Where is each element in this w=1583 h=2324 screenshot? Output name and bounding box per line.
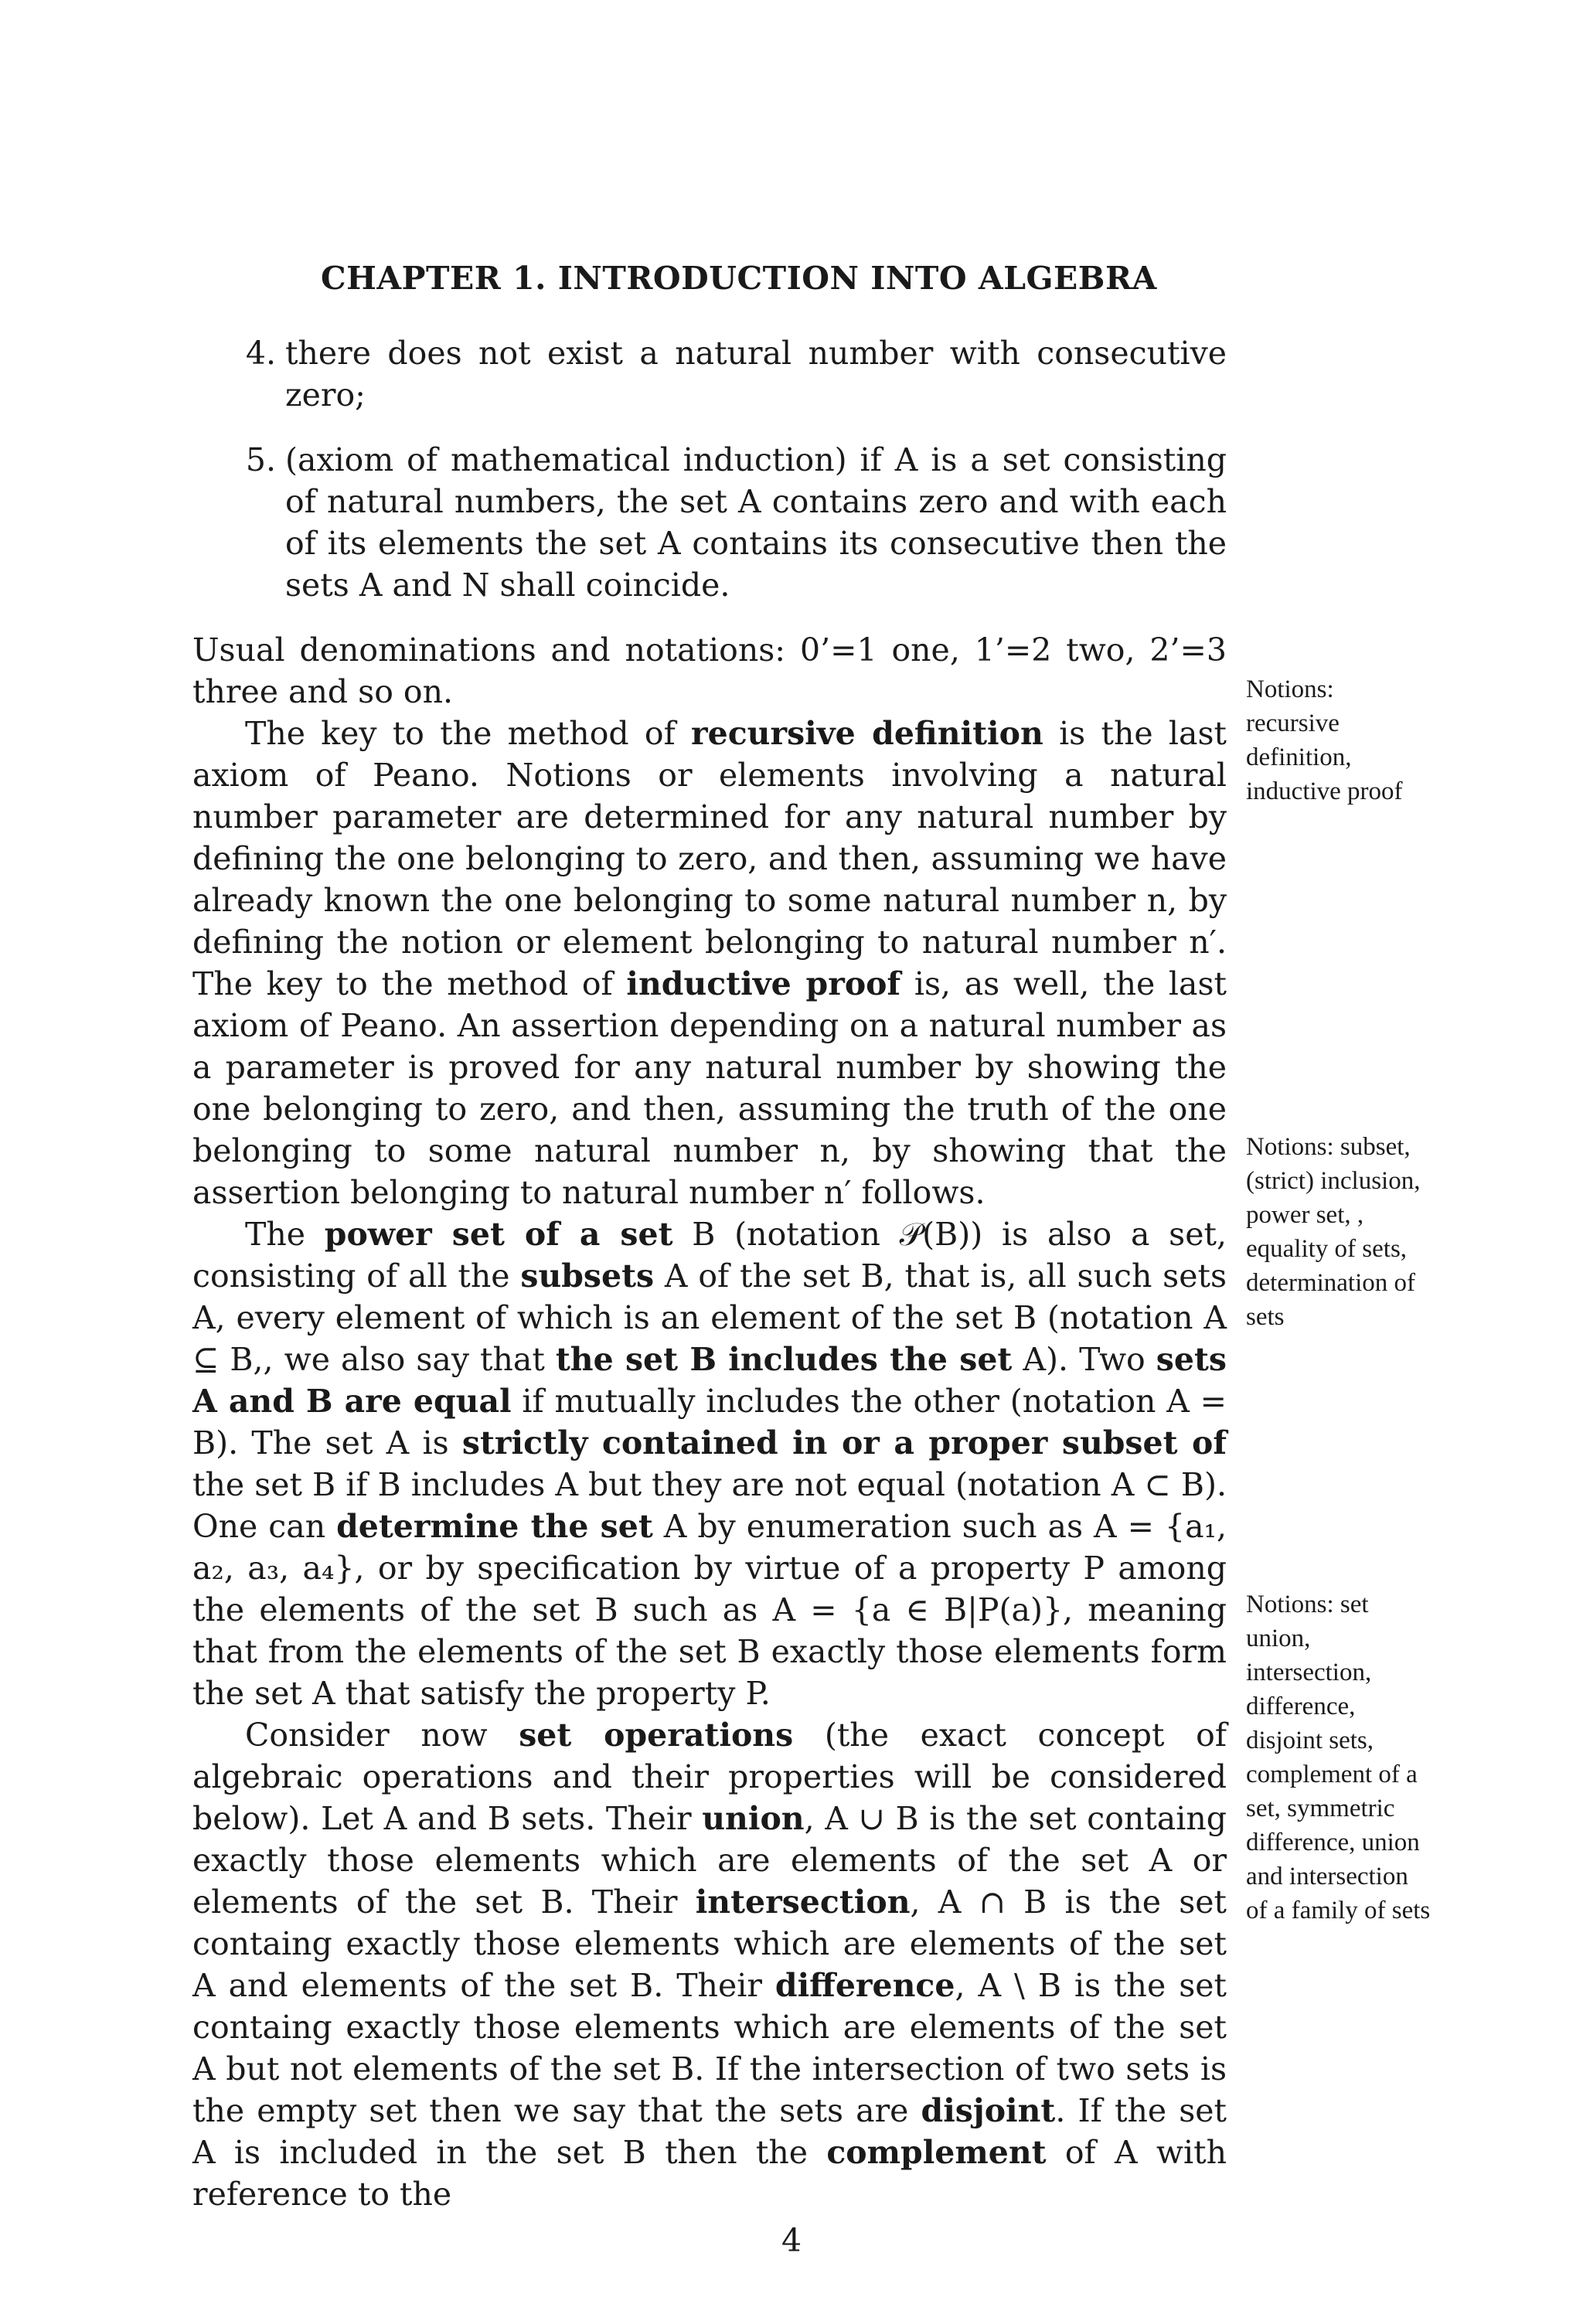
text-run: The key to the method of [245, 715, 692, 752]
paragraph-power-set [192, 1213, 1227, 1714]
term-sets-equal: sets A and B are equal [192, 1341, 1227, 1420]
sidenote-recursive: Notions: recursive definition, inductive proof [1246, 675, 1403, 805]
text-run: of A with reference to the [192, 2134, 1227, 2213]
text-run: . If the set A is included in the set B then the [192, 2092, 1227, 2171]
paragraph-usual-notations: Usual denominations and notations: 0’=1 one, 1’=2 two, 2’=3 three and so on. [192, 631, 1227, 710]
text-run: , A ∩ B is the set containg exactly those elements which are elements of the set A and elements of the set B. Their [192, 1883, 1227, 2004]
term-determine-set: determine the set [336, 1508, 653, 1545]
text-run: if mutually includes the other (notation A = B). The set A is [192, 1383, 1227, 1461]
text-run: is, as well, the last axiom of Peano. An assertion depending on a natural number as a parameter is proved for any natural number by showing the one belonging to zero, and then, assuming the truth of the one belonging to some natural number n, by showing that the assertion belonging to natural number n′ follows. [192, 965, 1227, 1211]
sidenote-set-operations: Notions: set union, intersection, difference, disjoint sets, complement of a set, symmetric difference, union and intersection of a family of sets [1246, 1591, 1431, 1924]
text-run: , A \ B is the set containg exactly those elements which are elements of the set A but not elements of the set B. If the intersection of two sets is the empty set then we say that the sets are [192, 1967, 1227, 2129]
text-run: (the exact concept of algebraic operations and their properties will be considered below). Let A and B sets. Their [192, 1717, 1227, 1837]
term-inductive-proof: inductive proof [626, 965, 901, 1002]
text-run: A). Two [1012, 1341, 1156, 1378]
term-set-operations: set operations [519, 1717, 794, 1754]
term-difference: difference [774, 1967, 955, 2004]
main-text [192, 332, 1227, 2215]
text-run: Consider now [245, 1717, 519, 1754]
text-run: B (notation 𝒫(B)) is also a set, consisting of all the [192, 1216, 1227, 1295]
text-run: The [245, 1216, 325, 1253]
term-subsets: subsets [520, 1257, 655, 1295]
list-item-text: (axiom of mathematical induction) if A is a set consisting of natural numbers, the set A contains zero and with each of its elements the set A contains its consecutive then the sets A and N shall coincide. [285, 441, 1227, 604]
text-run: , A ∪ B is the set containg exactly those elements which are elements of the set A or elements of the set B. Their [192, 1800, 1227, 1921]
paragraph-set-operations [192, 1714, 1227, 2215]
term-strictly-contained: strictly contained in or a proper subset of [461, 1424, 1227, 1461]
list-item-number: 4. [245, 335, 276, 372]
term-intersection: intersection [695, 1883, 911, 1921]
list-item-number: 5. [245, 441, 276, 478]
list-item-text: there does not exist a natural number with consecutive zero; [285, 335, 1227, 413]
text-run: is the last axiom of Peano. Notions or elements involving a natural number parameter are determined for any natural number by defining the one belonging to zero, and then, assuming we have already known the one belonging to some natural number n, by defining the notion or element belonging to natural number n′. The key to the method of [192, 715, 1227, 1002]
sidenote-power-set: Notions: subset, (strict) inclusion, power set, , equality of sets, determination of sets [1246, 1133, 1421, 1331]
text-run: A by enumeration such as A = {a₁, a₂, a₃, a₄}, or by specification by virtue of a property P among the elements of the set B such as A = {a ∈ B|P(a)}, meaning that from the elements of the set B exactly those elements form the set A that satisfy the property P. [192, 1508, 1227, 1712]
term-recursive-definition: recursive definition [691, 715, 1043, 752]
term-power-set: power set of a set [324, 1216, 673, 1253]
list-item [192, 439, 1227, 606]
text-run: A of the set B, that is, all such sets A, every element of which is an element of the set B (notation A ⊆ B,, we also say that [192, 1257, 1227, 1378]
term-union: union [702, 1800, 805, 1837]
term-disjoint: disjoint [921, 2092, 1056, 2129]
term-set-includes: the set B includes the set [555, 1341, 1013, 1378]
term-complement: complement [826, 2134, 1047, 2171]
page-number: 4 [781, 2222, 802, 2259]
running-header: CHAPTER 1. INTRODUCTION INTO ALGEBRA [321, 260, 1157, 297]
paragraph-recursive-definition [192, 713, 1227, 1213]
text-run: the set B if B includes A but they are not equal (notation A ⊂ B). One can [192, 1466, 1227, 1545]
list-item [192, 332, 1227, 416]
